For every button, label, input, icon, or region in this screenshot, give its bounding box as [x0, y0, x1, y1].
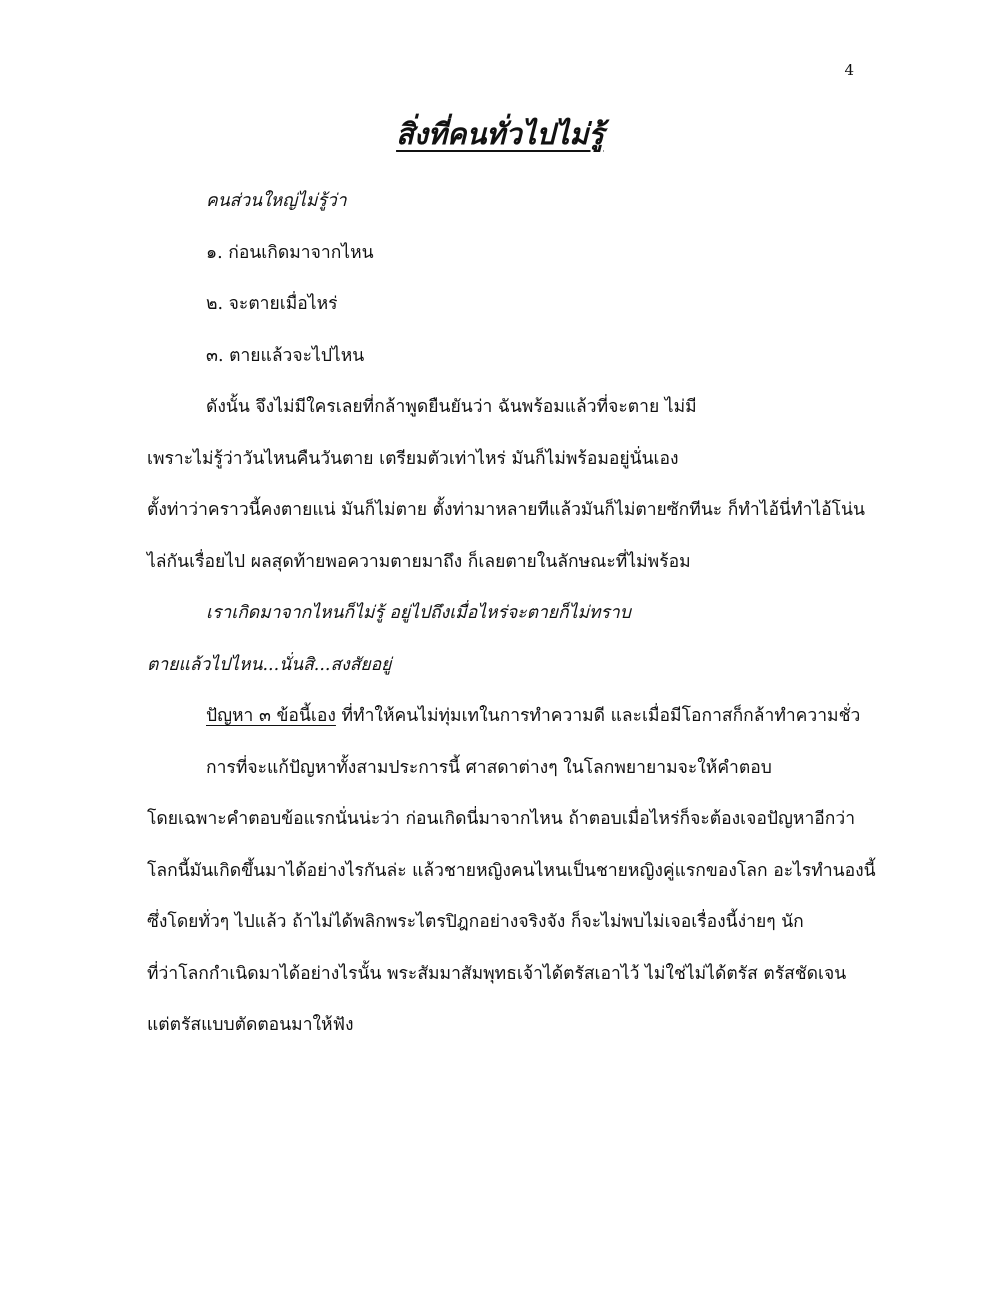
- list-item-1: ๑. ก่อนเกิดมาจากไหน: [206, 242, 374, 263]
- page-number: 4: [844, 61, 854, 79]
- quote-line-1: เราเกิดมาจากไหนก็ไม่รู้ อยู่ไปถึงเมื่อไหร่จะตายก็ไม่ทราบ: [206, 603, 631, 623]
- problem-underlined: ปัญหา ๓ ข้อนี้เอง: [206, 706, 336, 726]
- page-title-text: สิ่งที่คนทั่วไปไม่รู้: [396, 117, 604, 151]
- paragraph-2-line-1: การที่จะแก้ปัญหาทั้งสามประการนี้ ศาสดาต่างๆ ในโลกพยายามจะให้คำตอบ: [206, 757, 772, 778]
- problem-line: [147, 697, 861, 749]
- paragraph-2-line-5: ที่ว่าโลกกำเนิดมาได้อย่างไรนั้น พระสัมมาสัมพุทธเจ้าได้ตรัสเอาไว้ ไม่ใช่ไม่ได้ตรัส ตรัสชัดเจน: [147, 963, 847, 984]
- list-item-2: ๒. จะตายเมื่อไหร่: [206, 294, 338, 314]
- paragraph-1-line-4: ไล่กันเรื่อยไป ผลสุดท้ายพอความตายมาถึง ก็เลยตายในลักษณะที่ไม่พร้อม: [147, 551, 691, 572]
- document-body: [147, 182, 876, 1058]
- paragraph-2-line-4: ซึ่งโดยทั่วๆ ไปแล้ว ถ้าไม่ได้พลิกพระไตรปิฎกอย่างจริงจัง ก็จะไม่พบไม่เจอเรื่องนี้ง่ายๆ นัก: [147, 912, 804, 932]
- list-item-3: ๓. ตายแล้วจะไปไหน: [206, 345, 365, 366]
- page-title: [0, 114, 1000, 154]
- problem-rest: ที่ทำให้คนไม่ทุ่มเทในการทำความดี และเมื่อมีโอกาสก็กล้าทำความชั่ว: [335, 706, 861, 726]
- paragraph-1-line-2: เพราะไม่รู้ว่าวันไหนคืนวันตาย เตรียมตัวเท่าไหร่ มันก็ไม่พร้อมอยู่นั่นเอง: [147, 448, 679, 469]
- paragraph-2-line-6: แต่ตรัสแบบตัดตอนมาให้ฟัง: [147, 1015, 354, 1035]
- paragraph-1-line-1: ดังนั้น จึงไม่มีใครเลยที่กล้าพูดยืนยันว่า ฉันพร้อมแล้วที่จะตาย ไม่มี: [206, 397, 697, 417]
- quote-line-2: ตายแล้วไปไหน...นั่นสิ...สงสัยอยู่: [147, 654, 392, 675]
- paragraph-2-line-2: โดยเฉพาะคำตอบข้อแรกนั่นน่ะว่า ก่อนเกิดนี่มาจากไหน ถ้าตอบเมื่อไหร่ก็จะต้องเจอปัญหาอีกว่า: [147, 809, 856, 829]
- paragraph-2-line-3: โลกนี้มันเกิดขึ้นมาได้อย่างไรกันล่ะ แล้วชายหญิงคนไหนเป็นชายหญิงคู่แรกของโลก อะไรทำนองนี้: [147, 860, 876, 881]
- intro-line: คนส่วนใหญ่ไม่รู้ว่า: [206, 191, 347, 211]
- paragraph-1-line-3: ตั้งท่าว่าคราวนี้คงตายแน่ มันก็ไม่ตาย ตั้งท่ามาหลายทีแล้วมันก็ไม่ตายซักทีนะ ก็ทำไอ้นี่ทำไอ้โน่น: [147, 500, 865, 520]
